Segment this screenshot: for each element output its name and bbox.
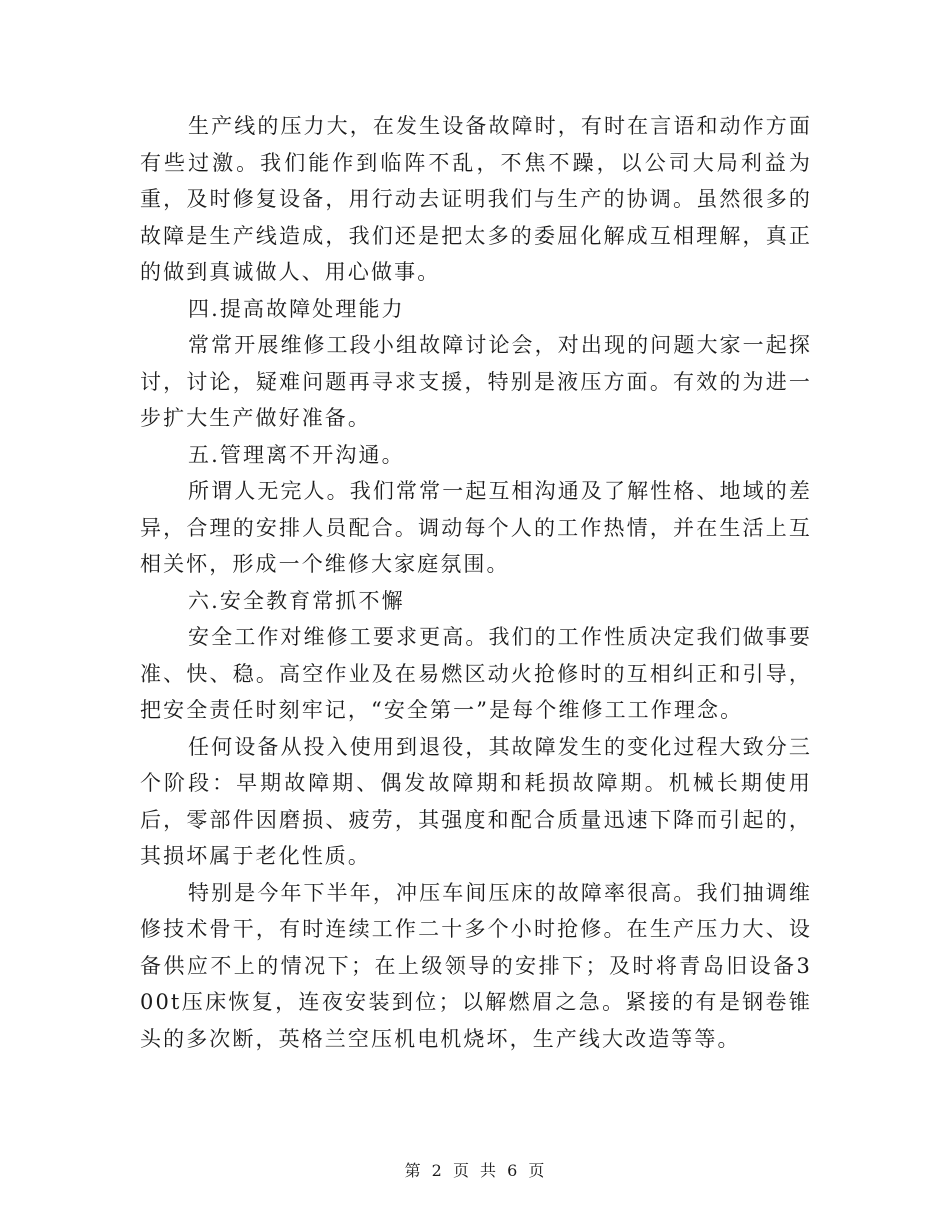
heading-section-four: 四.提高故障处理能力 xyxy=(188,296,405,321)
paragraph-pressure: 生产线的压力大，在发生设备故障时，有时在言语和动作方面有些过激。我们能作到临阵不乱，不焦不躁，以公司大局利益为重，及时修复设备，用行动去证明我们与生产的协调。虽然很多的故障是生产线造成，我们还是把太多的委屈化解成互相理解，真正的做到真诚做人、用心做事。 xyxy=(140,114,812,284)
page-number-footer: 第 2 页 共 6 页 xyxy=(404,1161,546,1180)
paragraph-safety: 安全工作对维修工要求更高。我们的工作性质决定我们做事要准、快、稳。高空作业及在易燃区动火抢修时的互相纠正和引导，把安全责任时刻牢记，“安全第一”是每个维修工工作理念。 xyxy=(140,625,812,722)
paragraph-fault-stages: 任何设备从投入使用到退役，其故障发生的变化过程大致分三个阶段：早期故障期、偶发故障期和耗损故障期。机械长期使用后，零部件因磨损、疲劳，其强度和配合质量迅速下降而引起的，其损坏属于老化性质。 xyxy=(140,734,812,868)
paragraph-communication: 所谓人无完人。我们常常一起互相沟通及了解性格、地域的差异，合理的安排人员配合。调动每个人的工作热情，并在生活上互相关怀，形成一个维修大家庭氛围。 xyxy=(140,479,812,576)
heading-section-six: 六.安全教育常抓不懈 xyxy=(188,588,405,613)
paragraph-press-repair: 特别是今年下半年，冲压车间压床的故障率很高。我们抽调维修技术骨干，有时连续工作二十多个小时抢修。在生产压力大、设备供应不上的情况下；在上级领导的安排下；及时将青岛旧设备300t压床恢复，连夜安装到位；以解燃眉之急。紧接的有是钢卷锥头的多次断，英格兰空压机电机烧坏，生产线大改造等等。 xyxy=(140,880,812,1051)
heading-section-five: 五.管理离不开沟通。 xyxy=(188,442,405,467)
paragraph-fault-handling: 常常开展维修工段小组故障讨论会，对出现的问题大家一起探讨，讨论，疑难问题再寻求支援，特别是液压方面。有效的为进一步扩大生产做好准备。 xyxy=(140,333,812,430)
document-body xyxy=(140,108,812,1057)
